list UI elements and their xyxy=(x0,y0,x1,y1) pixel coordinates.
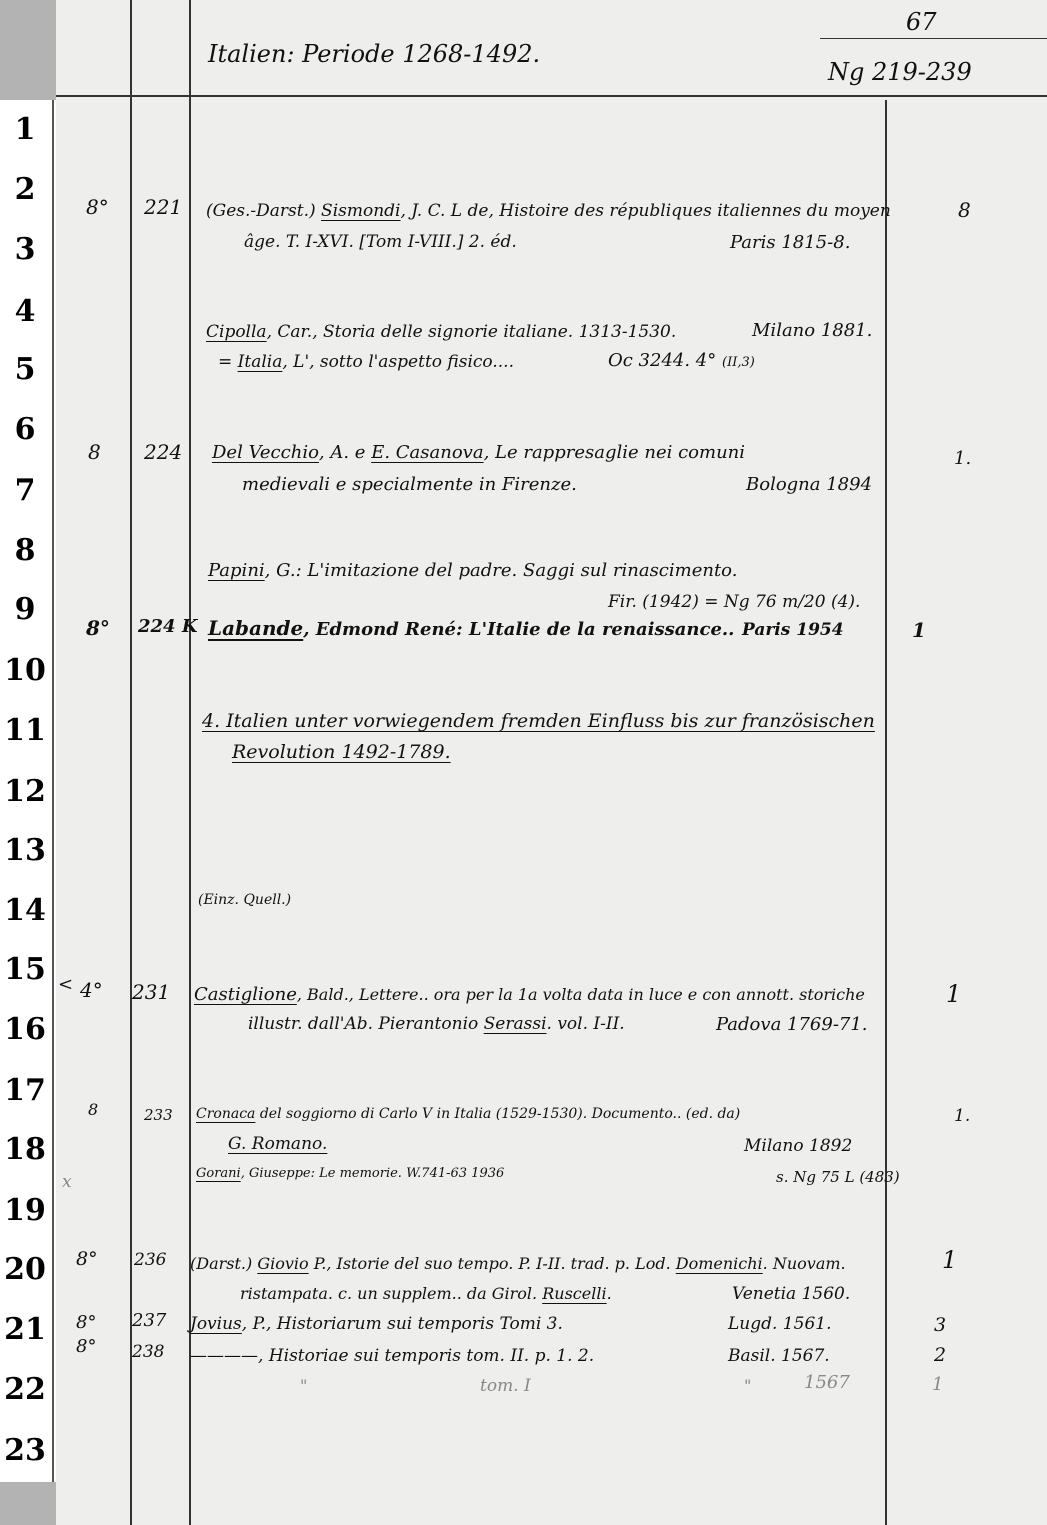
format: 8 xyxy=(88,1100,99,1119)
cross-reference: Fir. (1942) = Ng 76 m/20 (4). xyxy=(608,592,861,612)
entry-line xyxy=(190,1346,594,1366)
format: 8° xyxy=(86,616,110,640)
line-number: 18 xyxy=(4,1132,46,1167)
imprint: Basil. 1567. xyxy=(728,1346,830,1366)
pencil-volume: tom. I xyxy=(480,1376,531,1396)
author: Gorani xyxy=(196,1166,241,1181)
entry-line xyxy=(208,560,737,581)
entry-line xyxy=(206,322,676,342)
editor-note: illustr. dall'Ab. Pierantonio xyxy=(248,1014,484,1034)
imprint: Padova 1769-71. xyxy=(716,1014,868,1035)
column-rule-count xyxy=(885,100,887,1525)
supplement-editor: Ruscelli xyxy=(542,1284,607,1303)
pencil-year: 1567 xyxy=(804,1372,850,1393)
entry-line-2 xyxy=(248,1014,625,1034)
author: Cipolla xyxy=(206,322,267,342)
column-rule-format xyxy=(130,0,132,1525)
volume-count: 1 xyxy=(942,1246,958,1274)
title: , Le rappresaglie nei comuni xyxy=(483,442,746,463)
author: Jovius xyxy=(190,1314,242,1334)
author: Del Vecchio xyxy=(212,442,319,463)
volume-count: 1 xyxy=(912,618,926,642)
entry-line xyxy=(206,201,891,221)
imprint: Bologna 1894 xyxy=(746,474,873,495)
line-number: 13 xyxy=(4,833,46,868)
editor: G. Romano. xyxy=(228,1134,328,1154)
ref-rest: , L', sotto l'aspetto fisico.... xyxy=(282,352,514,372)
entry-line xyxy=(194,984,865,1005)
volume-count: 2 xyxy=(934,1344,947,1366)
shelf-number: 233 xyxy=(144,1106,173,1124)
line-number: 8 xyxy=(14,533,36,568)
volume-count: 1. xyxy=(954,448,972,469)
title: del soggiorno di Carlo V in Italia (1529-1530). Documento.. (ed. da) xyxy=(255,1106,741,1122)
entry-line xyxy=(190,1254,846,1273)
entry-line-2: medievali e specialmente in Firenze. xyxy=(242,474,577,495)
line-number: 2 xyxy=(14,172,36,207)
line-number: 3 xyxy=(14,232,36,267)
line-end: . xyxy=(606,1284,612,1303)
entry-line xyxy=(196,1166,504,1181)
ref-signature xyxy=(608,350,755,371)
imprint: Milano 1892 xyxy=(744,1136,853,1156)
margin-mark: < xyxy=(58,974,74,995)
format: 4° xyxy=(80,978,103,1002)
scan-gutter-top xyxy=(0,0,56,100)
section-heading-line-1: 4. Italien unter vorwiegendem fremden Einfluss bis zur französischen xyxy=(202,710,875,732)
line-number: 9 xyxy=(14,592,36,627)
author: Castiglione xyxy=(194,984,297,1005)
imprint: Milano 1881. xyxy=(752,320,873,341)
shelf-number: 224 K xyxy=(138,616,198,637)
supplement-note: ristampata. c. un supplem.. da Girol. xyxy=(240,1284,543,1303)
line-number: 16 xyxy=(4,1012,46,1047)
category-note: (Darst.) xyxy=(190,1254,258,1273)
title: , G.: L'imitazione del padre. Saggi sul rinascimento. xyxy=(264,560,738,581)
entry-line xyxy=(190,1314,563,1334)
line-number: 20 xyxy=(4,1252,46,1287)
entry-line-2 xyxy=(240,1284,612,1303)
author: Labande xyxy=(208,616,304,640)
category-note: (Ges.-Darst.) xyxy=(206,201,316,221)
format: 8 xyxy=(88,440,101,464)
title-end: . Nuovam. xyxy=(762,1254,846,1273)
line-number: 17 xyxy=(4,1073,46,1108)
entry-line xyxy=(212,442,745,463)
section-heading-line-2: Revolution 1492-1789. xyxy=(232,741,451,763)
line-number: 4 xyxy=(14,294,36,329)
ref-signature-main: Oc 3244. 4° xyxy=(608,350,717,371)
volume-count: 1 xyxy=(946,980,962,1008)
imprint: Venetia 1560. xyxy=(732,1284,851,1304)
title: , Edmond René: L'Italie de la renaissance.. xyxy=(303,619,735,640)
ditto-mark: " xyxy=(300,1376,308,1395)
pencil-count: 1 xyxy=(932,1374,944,1395)
ref-title: Italia xyxy=(237,352,283,372)
shelf-number: 237 xyxy=(132,1310,167,1331)
line-number: 1 xyxy=(14,112,36,147)
title-keyword: Cronaca xyxy=(196,1106,256,1122)
line-number: 10 xyxy=(4,653,46,688)
header-rule xyxy=(56,95,1047,97)
co-author: E. Casanova xyxy=(371,442,484,463)
line-number: 22 xyxy=(4,1372,46,1407)
ditto-dash: ———— xyxy=(190,1346,258,1366)
shelf-number: 238 xyxy=(132,1342,165,1362)
volume-count: 8 xyxy=(958,198,971,222)
margin-mark: x xyxy=(62,1172,72,1192)
column-rule-number xyxy=(189,0,191,1525)
shelf-number: 221 xyxy=(144,195,183,219)
imprint: Paris 1954 xyxy=(742,620,844,640)
ref-signature-sub: (II,3) xyxy=(722,355,755,370)
line-number: 23 xyxy=(4,1433,46,1468)
title: , Bald., Lettere.. ora per la 1a volta data in luce e con annott. storiche xyxy=(296,985,865,1004)
scan-gutter-bottom xyxy=(0,1482,56,1525)
cross-reference: s. Ng 75 L (483) xyxy=(776,1168,900,1186)
editor: Serassi xyxy=(483,1014,547,1034)
subsection-label: (Einz. Quell.) xyxy=(198,892,292,908)
title: , Car., Storia delle signorie italiane. 1313-1530. xyxy=(266,322,677,342)
title: , Historiae sui temporis tom. II. p. 1. 2. xyxy=(258,1346,595,1366)
title: P., Istorie del suo tempo. P. I-II. trad. p. Lod. xyxy=(308,1254,676,1273)
page-number: 67 xyxy=(906,8,937,36)
title: , J. C. L de, Histoire des républiques italiennes du moyen xyxy=(400,201,891,221)
author: Giovio xyxy=(257,1254,309,1273)
page-number-rule xyxy=(820,38,1047,39)
line-number: 5 xyxy=(14,352,36,387)
line-number: 19 xyxy=(4,1193,46,1228)
ref-prefix: = xyxy=(218,352,238,372)
title: , Giuseppe: Le memorie. W.741-63 1936 xyxy=(240,1166,505,1181)
line-number: 7 xyxy=(14,473,36,508)
line-number: 15 xyxy=(4,952,46,987)
line-number: 6 xyxy=(14,412,36,447)
format: 8° xyxy=(76,1248,98,1270)
volume-count: 3 xyxy=(934,1314,947,1336)
entry-line xyxy=(208,616,734,640)
line-number: 11 xyxy=(4,713,46,748)
line-number: 12 xyxy=(4,774,46,809)
author: Sismondi xyxy=(321,201,401,221)
title: , P., Historiarum sui temporis Tomi 3. xyxy=(241,1314,563,1334)
line-number: 21 xyxy=(4,1312,46,1347)
page-title: Italien: Periode 1268-1492. xyxy=(208,40,541,68)
ledger-paper xyxy=(56,0,1047,1525)
line-number-strip xyxy=(0,100,54,1482)
imprint: Lugd. 1561. xyxy=(728,1314,832,1334)
format: 8° xyxy=(86,195,109,219)
translator: Domenichi xyxy=(675,1254,763,1273)
author: Papini xyxy=(208,560,265,581)
ditto-mark: " xyxy=(744,1376,752,1395)
author-joiner: , A. e xyxy=(318,442,372,463)
signature-range: Ng 219-239 xyxy=(828,58,972,86)
volumes: . vol. I-II. xyxy=(546,1014,625,1034)
format: 8° xyxy=(76,1312,97,1333)
shelf-number: 224 xyxy=(144,440,183,464)
entry-line-2: âge. T. I-XVI. [Tom I-VIII.] 2. éd. xyxy=(244,232,517,252)
imprint: Paris 1815-8. xyxy=(730,232,851,253)
cross-reference xyxy=(218,352,514,372)
volume-count: 1. xyxy=(954,1106,971,1126)
shelf-number: 231 xyxy=(132,980,171,1004)
entry-line xyxy=(196,1106,740,1122)
line-number: 14 xyxy=(4,893,46,928)
format: 8° xyxy=(76,1336,97,1357)
shelf-number: 236 xyxy=(134,1250,167,1270)
